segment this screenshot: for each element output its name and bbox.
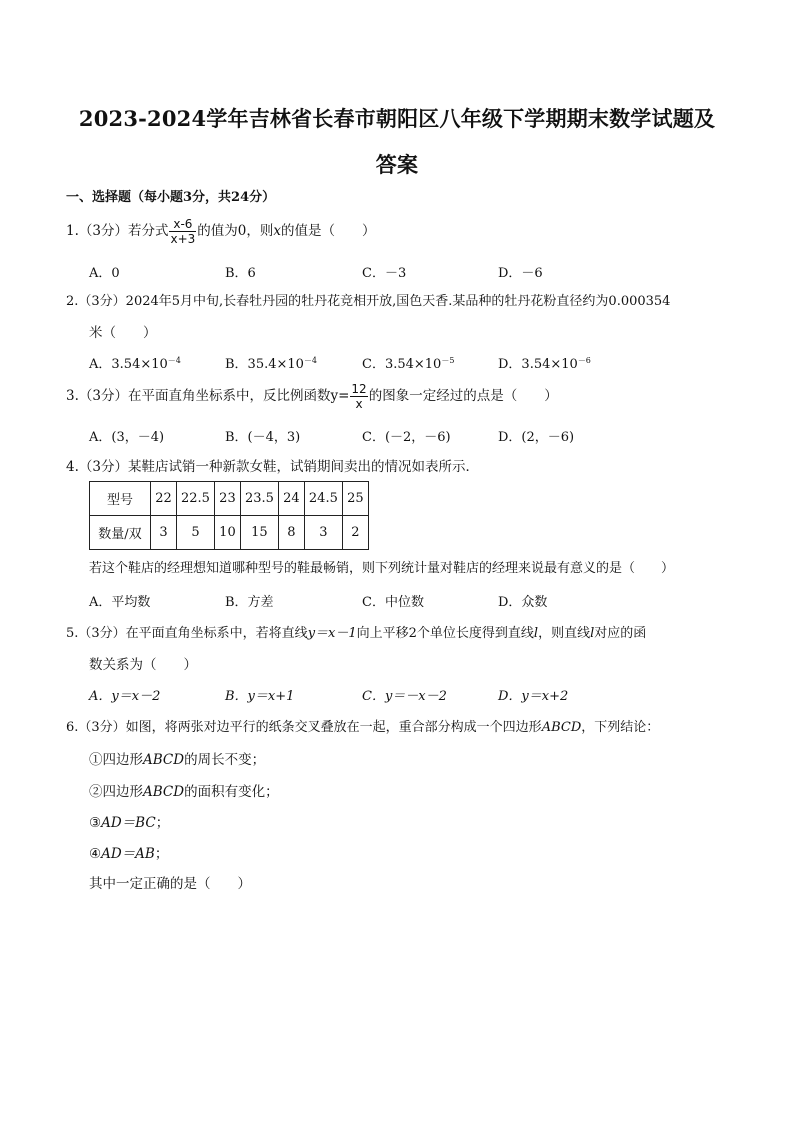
q2-option-b-base: B．35.4×10 [225,357,304,372]
q1-var: x [273,223,281,239]
q3-option-a: A．(3，－4) [89,430,165,445]
q3-suffix: 的图象一定经过的点是（ ） [368,388,558,404]
q4-option-d: D．众数 [498,595,548,610]
q3-option-c: C．(－2，－6) [362,430,451,445]
q4-option-c: C．中位数 [362,595,424,610]
question-2-line1: 2.（3分）2024年5月中旬,长春牡丹园的牡丹花竞相开放,国色天香.某品种的牡丹花粉直径约为0.000354 [66,294,671,309]
q1-fraction [169,217,196,246]
q3-prefix: 3.（3分）在平面直角坐标系中，反比例函数y= [66,388,350,404]
q6-abcd: ABCD [541,720,582,735]
q2-option-c-base: C．3.54×10 [362,357,442,372]
q6-c2-abcd: ABCD [143,784,185,800]
table-cell: 10 [214,516,240,550]
table-head-quantity: 数量/双 [90,516,151,550]
q1-frac-den: x+3 [170,232,196,246]
q2-option-a-exp: －4 [167,356,181,365]
q6-conclusion-1 [89,748,265,768]
q1-frac-num: x-6 [169,217,196,232]
q5-text-b: 向上平移2个单位长度得到直线 [356,626,534,641]
q5-equation: y＝x－1 [307,626,357,641]
q3-frac-num: 12 [351,382,367,396]
q6-c3-a: ③ [89,815,102,831]
q6-conclusion-4 [89,842,168,862]
q5-option-c: C．y＝－x－2 [362,689,447,704]
q2-option-a [89,353,181,372]
table-cell: 25 [342,482,368,516]
table-cell: 24 [278,482,304,516]
page-title: 2023-2024学年吉林省长春市朝阳区八年级下学期期末数学试题及答案 [78,106,716,177]
q2-option-d [498,353,591,372]
table-cell: 23 [214,482,240,516]
question-3 [66,382,558,411]
q1-mid: 的值为0，则 [197,223,274,239]
q2-option-c [362,353,454,372]
q5-line-l2: l [590,626,595,641]
q6-conclusion-2 [89,780,279,800]
section-heading: 一、选择题（每小题3分，共24分） [66,190,276,205]
q2-option-c-exp: －5 [441,356,455,365]
table-cell: 24.5 [304,482,342,516]
q5-option-a: A．y＝x－2 [89,689,161,704]
q5-text-d: 对应的函 [594,626,647,641]
table-cell: 23.5 [240,482,278,516]
table-cell: 2 [342,516,368,550]
q1-prefix: 1.（3分）若分式 [66,223,169,239]
question-4: 4.（3分）某鞋店试销一种新款女鞋，试销期间卖出的情况如表所示． [66,459,479,475]
q2-option-d-exp: －6 [577,356,591,365]
q6-c1-abcd: ABCD [143,752,185,768]
q4-option-a: A．平均数 [89,595,151,610]
q6-c4-a: ④ [89,846,102,862]
table-cell: 3 [151,516,177,550]
q5-text-a: 5.（3分）在平面直角坐标系中，若将直线 [66,626,308,641]
q5-option-d: D．y＝x+2 [498,689,569,704]
q2-option-b [225,353,317,372]
table-cell: 8 [278,516,304,550]
q1-suffix: 的值是（ ） [281,223,376,239]
q6-c1-a: ①四边形 [89,752,143,768]
q6-text-a: 6.（3分）如图，将两张对边平行的纸条交叉叠放在一起，重合部分构成一个四边形 [66,720,542,735]
q6-conclusion-3 [89,811,169,831]
table-cell: 15 [240,516,278,550]
question-5-line1 [66,622,646,641]
question-5-line2: 数关系为（ ） [89,657,197,673]
q3-fraction [350,382,367,411]
q3-option-d: D．(2，－6) [498,430,575,445]
q3-option-b: B．(－4，3) [225,430,301,445]
table-cell: 3 [304,516,342,550]
q6-c3-eq: AD＝BC [101,815,156,831]
shoe-sales-table [89,481,369,550]
q4-option-b: B．方差 [225,595,274,610]
q6-c4-b: ； [154,846,169,862]
q3-frac-den: x [355,397,363,411]
q1-option-a: A．0 [89,266,120,281]
q6-text-b: ，下列结论： [581,720,660,735]
q5-text-c: ，则直线 [538,626,591,641]
table-cell: 22.5 [177,482,215,516]
q1-option-b: B．6 [225,266,256,281]
q2-option-b-exp: －4 [303,356,318,365]
q5-line-l: l [533,626,539,641]
question-4-prompt: 若这个鞋店的经理想知道哪种型号的鞋最畅销，则下列统计量对鞋店的经理来说最有意义的是（ ） [89,561,675,576]
table-row [90,482,369,516]
q6-c2-b: 的面积有变化； [184,784,279,800]
q6-c3-b: ； [155,815,170,831]
q1-option-c: C．－3 [362,266,407,281]
q6-final-prompt: 其中一定正确的是（ ） [89,876,251,892]
q6-c4-eq: AD＝AB [101,846,155,862]
table-cell: 22 [151,482,177,516]
table-head-size: 型号 [90,482,151,516]
q2-option-d-base: D．3.54×10 [498,357,578,372]
q5-option-b: B．y＝x+1 [225,689,295,704]
q6-c2-a: ②四边形 [89,784,143,800]
table-row [90,516,369,550]
question-6 [66,716,659,735]
q6-c1-b: 的周长不变； [184,752,266,768]
question-1 [66,217,376,246]
question-2-line2: 米（ ） [89,325,157,341]
table-cell: 5 [177,516,215,550]
q1-option-d: D．－6 [498,266,543,281]
q2-option-a-base: A．3.54×10 [89,357,168,372]
